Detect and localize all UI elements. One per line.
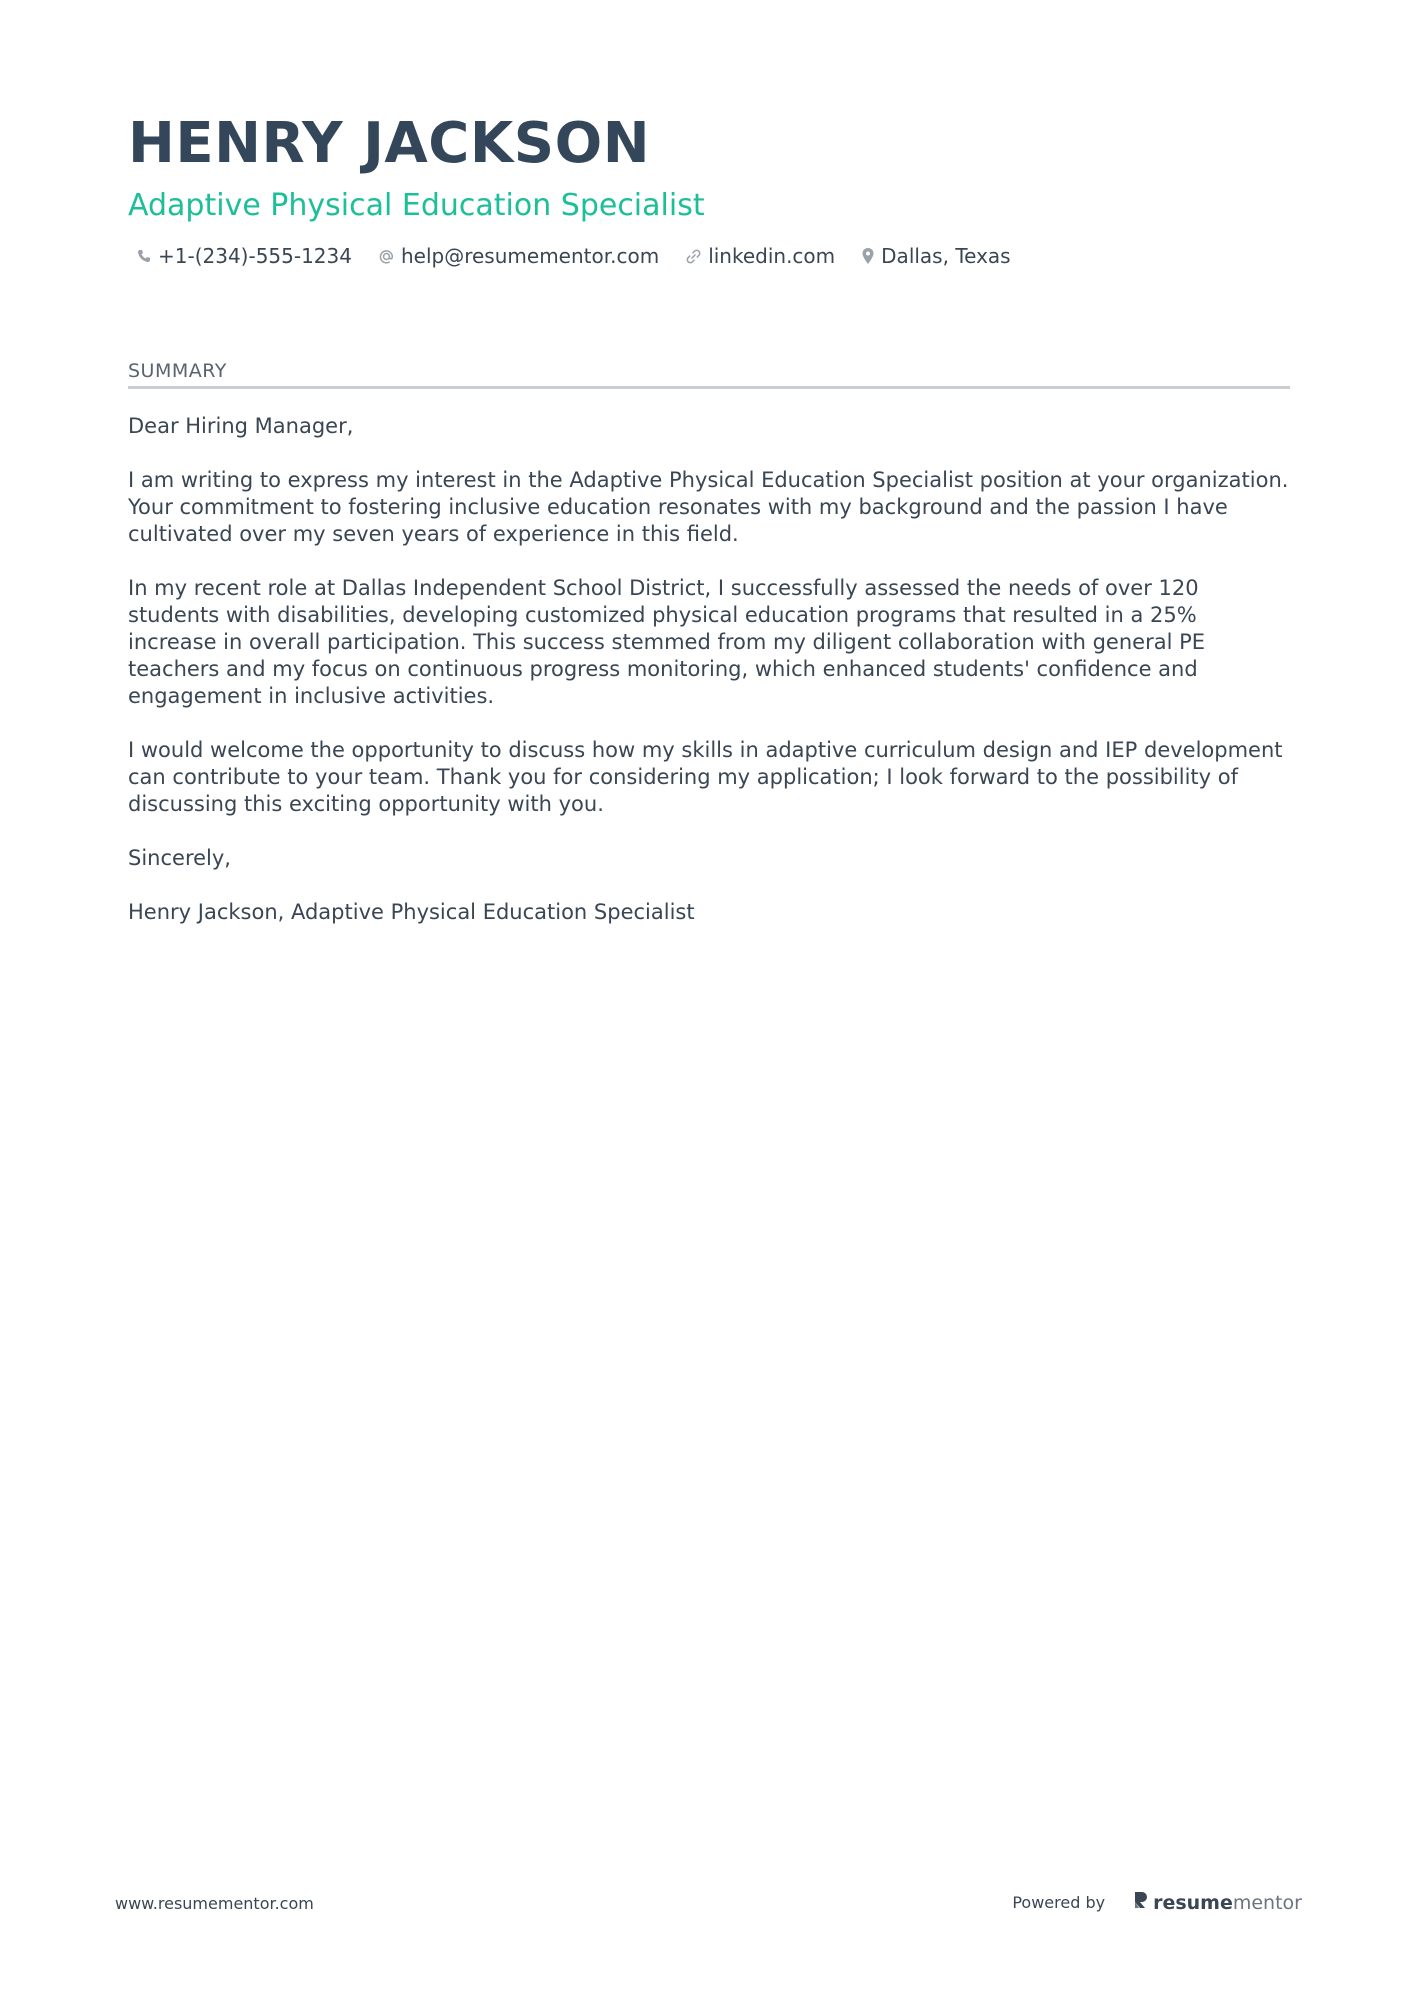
powered-by-label: Powered by (1012, 1893, 1106, 1912)
contact-phone (136, 244, 352, 268)
section-heading-summary: SUMMARY (128, 360, 1290, 389)
letter-body (128, 413, 1290, 926)
at-icon (378, 248, 395, 265)
location-pin-icon (861, 247, 875, 265)
link-icon (685, 248, 702, 265)
resumementor-logo-icon (1133, 1890, 1149, 1915)
summary-section (128, 360, 1290, 953)
letter-paragraph: In my recent role at Dallas Independent School District, I successfully assessed the needs of over 120 students with disabilities, developing customized physical education programs that resulted in a 25% increase in overall participation. This success stemmed from my diligent collaboration with general PE teachers and my focus on continuous progress monitoring, which enhanced students' confidence and engagement in inclusive activities. (128, 576, 1206, 708)
email-value[interactable]: help@resumementor.com (400, 244, 660, 268)
header (128, 108, 1288, 268)
contact-linkedin (685, 244, 835, 268)
footer-url[interactable]: www.resumementor.com (115, 1894, 314, 1913)
phone-icon (136, 248, 152, 264)
brand-logo[interactable] (1133, 1890, 1302, 1915)
footer-powered-by (1012, 1890, 1302, 1915)
location-value: Dallas, Texas (881, 244, 1011, 268)
brand-name-light: mentor (1232, 1891, 1302, 1914)
phone-value[interactable]: +1-(234)-555-1234 (158, 244, 352, 268)
contact-row (128, 244, 1288, 268)
contact-email (378, 244, 659, 268)
letter-paragraph: I would welcome the opportunity to discuss how my skills in adaptive curriculum design and IEP development can contribute to your team. Thank you for considering my application; I look forward to the possibility of discussing this exciting opportunity with you. (128, 738, 1283, 816)
letter-paragraph: I am writing to express my interest in the Adaptive Physical Education Specialist position at your organization. Your commitment to fostering inclusive education resonates with my background and the passion I have cultivated over my seven years of experience in this field. (128, 468, 1289, 546)
signature: Henry Jackson, Adaptive Physical Education Specialist (128, 900, 695, 924)
closing: Sincerely, (128, 846, 231, 870)
brand-name-bold: resume (1153, 1891, 1233, 1914)
contact-location (861, 244, 1010, 268)
linkedin-value[interactable]: linkedin.com (708, 244, 836, 268)
greeting: Dear Hiring Manager, (128, 414, 354, 438)
candidate-name: HENRY JACKSON (128, 111, 651, 176)
job-title: Adaptive Physical Education Specialist (128, 188, 705, 223)
